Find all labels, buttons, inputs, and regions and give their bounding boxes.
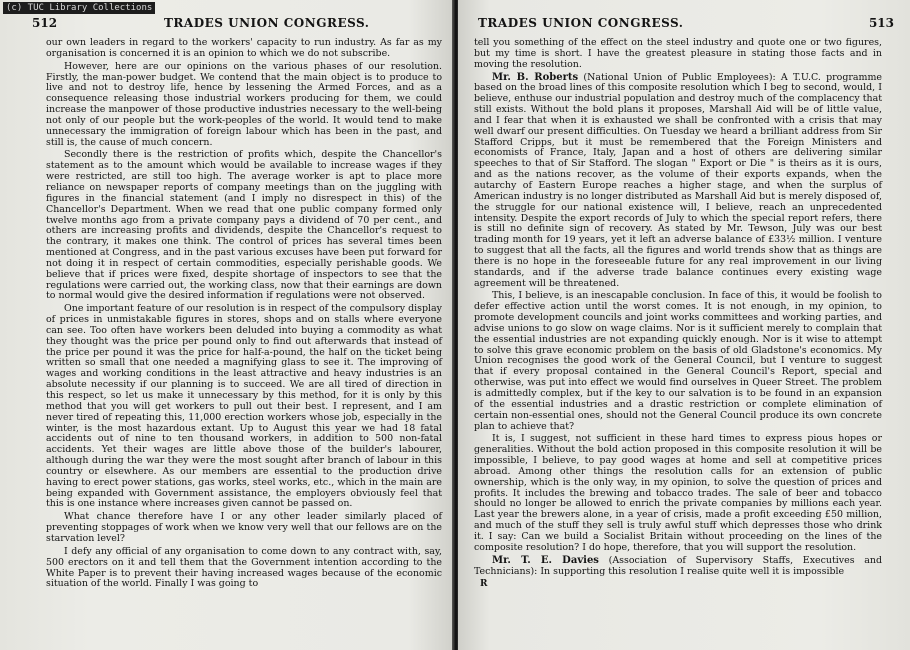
speech-text-davies: (Association of Supervisory Staffs, Executives and Technicians): In supporting this resolution I realise quite well it is impossible (474, 554, 882, 577)
left-page-number: 512 (32, 16, 58, 30)
left-running-head: TRADES UNION CONGRESS. (164, 16, 370, 30)
left-page-body (46, 38, 442, 590)
left-paragraph-5: What chance therefore have I or any other leader similarly placed of preventing stoppages of work when we know very well that our fellows are on the starvation level? (46, 511, 442, 544)
left-paragraph-6: I defy any official of any organisation to come down to any contract with, say, 500 erectors on it and tell them that the Government intention according to the White Paper is to prevent their having increased wages because of the economic situation of the world. Finally I was going to (46, 545, 442, 590)
right-page-header (474, 0, 894, 38)
signature-mark: R (480, 579, 488, 590)
speaker-name-roberts: Mr. B. Roberts (492, 71, 579, 83)
collection-watermark: (c) TUC Library Collections (3, 2, 155, 14)
right-speech-davies (474, 556, 882, 578)
right-speech-roberts (474, 73, 882, 290)
left-paragraph-1: our own leaders in regard to the workers' capacity to run industry. As far as my organisation is concerned it is an opinion to which we do not subscribe. (46, 37, 442, 59)
right-running-head: TRADES UNION CONGRESS. (478, 16, 684, 30)
right-paragraph-3: It is, I suggest, not sufficient in these hard times to express pious hopes or generalities. Without the bold action proposed in this composite resolution it will be impossible, I believe, to pay good wages at home and sell at competitive prices abroad. Among other things the resolution calls for an extension of public ownership, which is the only way, in my opinion, to solve the question of prices and profits. It includes the brewing and tobacco trades. The sale of beer and tobacco should no longer be allowed to enrich the private companies by millions each year. Last year the brewers alone, in a year of crisis, made a profit exceeding £50 million, and much of the stuff they sell is truly awful stuff which depresses those who drink it. I say: Can we build a Socialist Britain without proceeding on the lines of the composite resolution? I do hope, therefore, that you will support the resolution. (474, 433, 882, 553)
left-page (0, 0, 454, 650)
right-page-number: 513 (868, 16, 894, 30)
speech-text-roberts: (National Union of Public Employees): A T.U.C. programme based on the broad lines of this composite resolution which I beg to second, would, I believe, enthuse our industrial population and destroy much of the complacency that still exists. Without the bold plans it proposes, Marshall Aid will be of little value, and I fear that when it is exhausted we shall be confronted with a crisis that may well dwarf our present difficulties. On Tuesday we heard a brilliant address from Sir Stafford Cripps, but it must be remembered that the Foreign Ministers and economists of France, Italy, Japan and a host of others are delivering similar speeches to that of Sir Stafford. The slogan " Export or Die " is theirs as it is ours, and as the nations recover, as the volume of their exports expands, when the autarchy of Eastern Europe reaches a higher stage, and when the surplus of American industry is no longer distributed as Marshall Aid but is merely disposed of, the struggle for our national existence will, I believe, reach an unprecedented intensity. Despite the export records of July to which the special report refers, there is still no definite sign of recovery. As stated by Mr. Tewson, July was our best trading month for 19 years, yet it left an adverse balance of £33½ million. I venture to suggest that all the facts, all the figures and world trends show that as things are there is no hope in the foreseeable future for any real improvement in our living standards, and if the adverse trade balance continues every existing wage agreement will be threatened. (474, 71, 882, 289)
right-page (458, 0, 910, 650)
left-paragraph-2: However, here are our opinions on the various phases of our resolution. Firstly, the man-power budget. We contend that the main object is to produce to live and not to destroy life, hence by lessening the Armed Forces, and as a consequence releasing those industrial workers producing for them, we could increase the manpower of those productive industries necessary to the well-being not only of our people but the work-peoples of the world. It would tend to make unnecessary the immigration of foreign labour which has been in the past, and still is, the cause of much concern. (46, 60, 442, 148)
right-paragraph-1: tell you something of the effect on the steel industry and quote one or two figures, but my time is short. I have the greatest pleasure in stating those facts and in moving the resolution. (474, 37, 882, 70)
left-paragraph-3: Secondly there is the restriction of profits which, despite the Chancellor's statement as to the amount which would be available to increase wages if they were restricted, are still too high. The average worker is apt to place more reliance on newspaper reports of company meetings than on the juggling with figures in the financial statement (and I imply no disrespect in this) of the Chancellor's Department. When we read that one public company formed only twelve months ago from a private company pays a dividend of 70 per cent., and others are increasing profits and dividends, despite the Chancellor's request to the contrary, it makes one think. The control of prices has several times been mentioned at Congress, and in the past various excuses have been put forward for not doing it in respect of certain commodities, especially perishable goods. We believe that if prices were fixed, despite shortage of inspectors to see that the regulations were carried out, the working class, now that their earnings are down to normal would give the desired information if regulations were not observed. (46, 149, 442, 302)
right-page-body (474, 38, 882, 589)
left-paragraph-4: One important feature of our resolution is in respect of the compulsory display of prices in unmistakable figures in stores, shops and on stalls where everyone can see. Too often have workers been deluded into buying a commodity as what they thought was the price per pound only to find out afterwards that instead of the price per pound it was the price for half-a-pound, the half on the ticket being written so small that one needed a magnifying glass to see it. The improving of wages and working conditions in the least attractive and heavy industries is an absolute necessity if our planning is to succeed. We are all tired of direction in this respect, so let us make it unnecessary by this method, for it is only by this method that you will get workers to pull out their best. I represent, and I am never tired of repeating this, 11,000 erection workers whose job, especially in the winter, is the most hazardous extant. Up to August this year we had 18 fatal accidents out of nine to ten thousand workers, in addition to 500 non-fatal accidents. Yet their wages are little above those of the builder's labourer, although during the war they were the most sought after branch of labour in this country or elsewhere. As our members are essential to the production drive having to erect power stations, gas works, steel works, etc., which in the main are being expanded with Government assistance, the employers obviously feel that this is one instance where increases given cannot be passed on. (46, 303, 442, 510)
speaker-name-davies: Mr. T. E. Davies (492, 554, 599, 566)
right-paragraph-2: This, I believe, is an inescapable conclusion. In face of this, it would be foolish to defer effective action until the worst comes. It is not enough, in my opinion, to promote development councils and joint works committees and working parties, and advise unions to go slow on wage claims. Nor is it sufficient merely to complain that the essential industries are not expanding quickly enough. Nor is it wise to attempt to solve this grave economic problem on the basis of old Gladstone's economics. My Union recognises the good work of the General Council, but I venture to suggest that if every proposal contained in the General Council's Report, special and otherwise, was put into effect we would find ourselves in Queer Street. The problem is admittedly complex, but if the key to our salvation is to be found in an expansion of the essential industries and a drastic restriction or complete elimination of certain non-essential ones, should not the General Council produce its own concrete plan to achieve that? (474, 290, 882, 432)
